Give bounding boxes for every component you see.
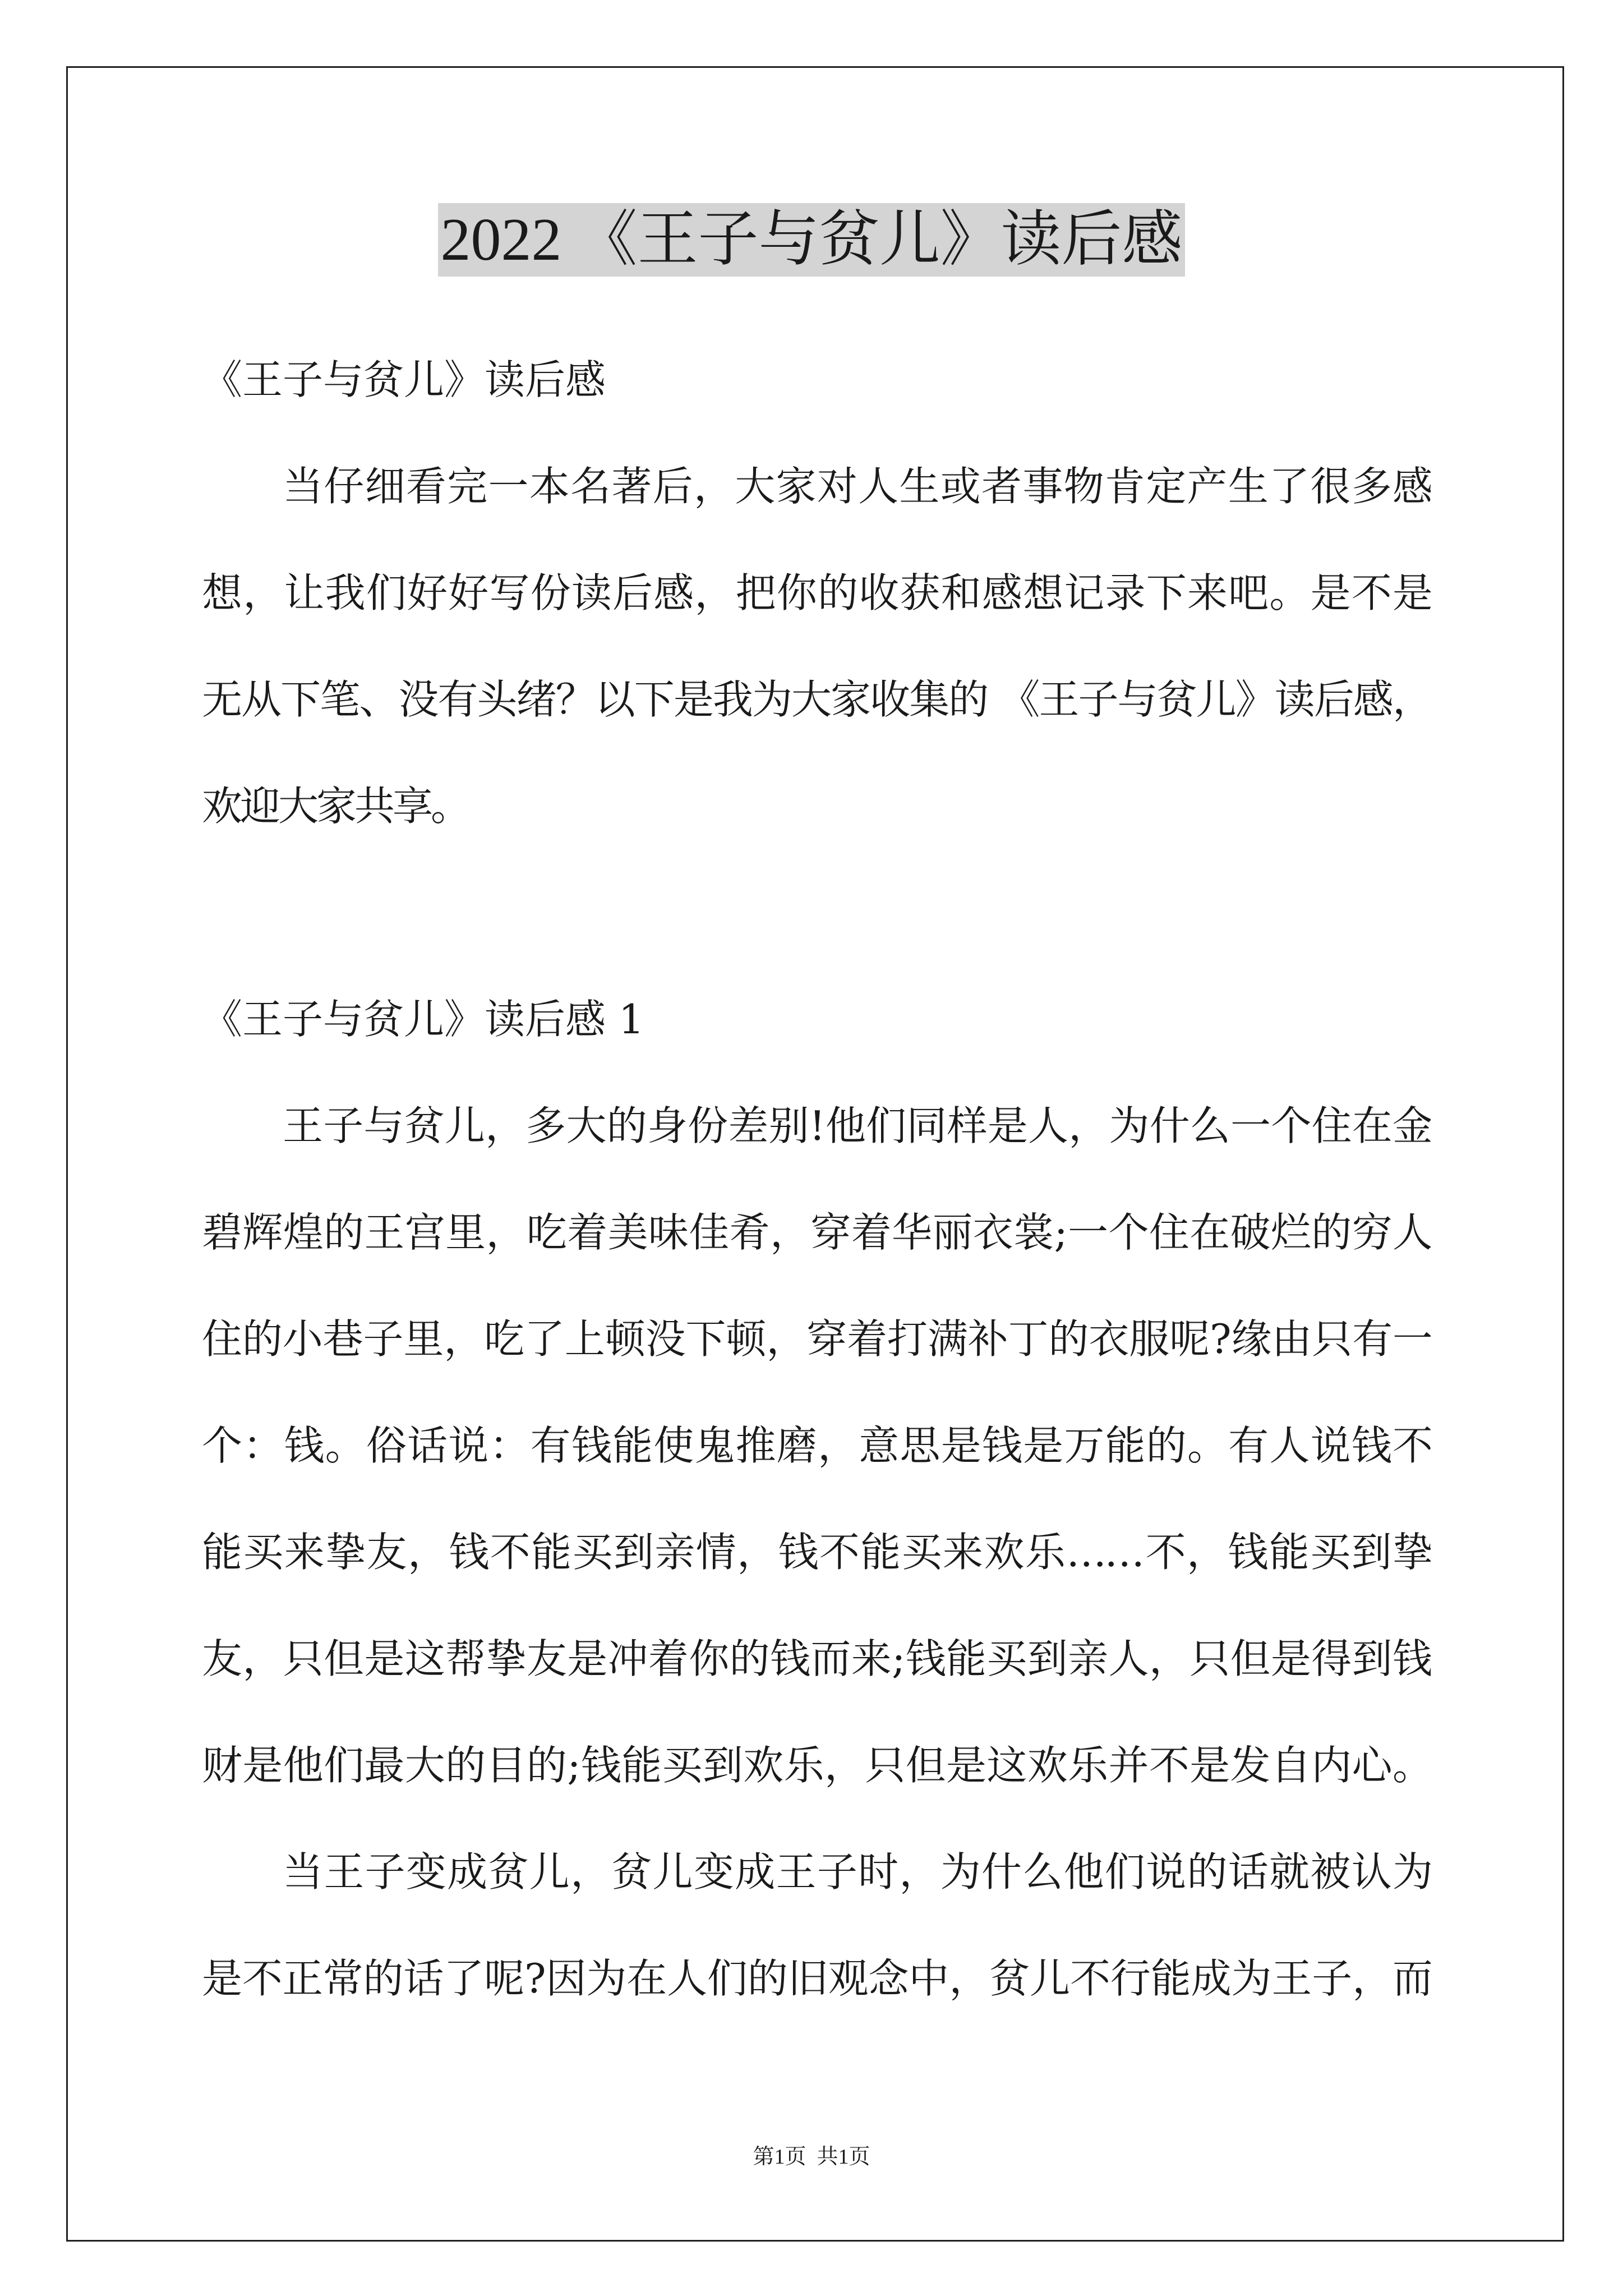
paragraph-line: 住的小巷子里，吃了上顿没下顿，穿着打满补丁的衣服呢?缘由只有一 bbox=[202, 1315, 1431, 1363]
title-row bbox=[0, 203, 1623, 277]
paragraph-line: 财是他们最大的目的;钱能买到欢乐，只但是这欢乐并不是发自内心。 bbox=[202, 1742, 1431, 1789]
paragraph-line: 碧辉煌的王宫里，吃着美味佳肴，穿着华丽衣裳;一个住在破烂的穷人 bbox=[202, 1209, 1431, 1256]
intro-paragraph bbox=[202, 433, 1431, 859]
blank-line bbox=[202, 859, 1431, 966]
section-heading: 《王子与贫儿》读后感 bbox=[202, 356, 606, 403]
paragraph-line: 能买来挚友，钱不能买到亲情，钱不能买来欢乐……不，钱能买到挚 bbox=[202, 1529, 1431, 1576]
paragraph-line: 当王子变成贫儿，贫儿变成王子时，为什么他们说的话就被认为 bbox=[283, 1848, 1431, 1895]
essay-heading: 《王子与贫儿》读后感 1 bbox=[202, 996, 644, 1043]
paragraph-line: 是不正常的话了呢?因为在人们的旧观念中，贫儿不行能成为王子，而 bbox=[202, 1955, 1431, 2002]
essay-paragraph bbox=[202, 1073, 1431, 1819]
intro-line: 当仔细看完一本名著后，大家对人生或者事物肯定产生了很多感 bbox=[283, 463, 1431, 510]
intro-line: 欢迎大家共享。 bbox=[202, 783, 469, 830]
intro-line: 想，让我们好好写份读后感，把你的收获和感想记录下来吧。是不是 bbox=[202, 569, 1431, 616]
paragraph-line: 王子与贫儿，多大的身份差别!他们同样是人，为什么一个住在金 bbox=[283, 1102, 1431, 1149]
page-footer: 第1页 共1页 bbox=[753, 2145, 870, 2169]
paragraph-line: 个：钱。俗话说：有钱能使鬼推磨，意思是钱是万能的。有人说钱不 bbox=[202, 1422, 1431, 1469]
document-title: 2022 《王子与贫儿》读后感 bbox=[438, 203, 1184, 277]
intro-line: 无从下笔、没有头绪？以下是我为大家收集的 《王子与贫儿》读后感， bbox=[202, 676, 1431, 723]
paragraph-line: 友，只但是这帮挚友是冲着你的钱而来;钱能买到亲人，只但是得到钱 bbox=[202, 1635, 1431, 1682]
essay-paragraph bbox=[202, 1819, 1431, 2032]
document-body bbox=[202, 326, 1431, 2032]
